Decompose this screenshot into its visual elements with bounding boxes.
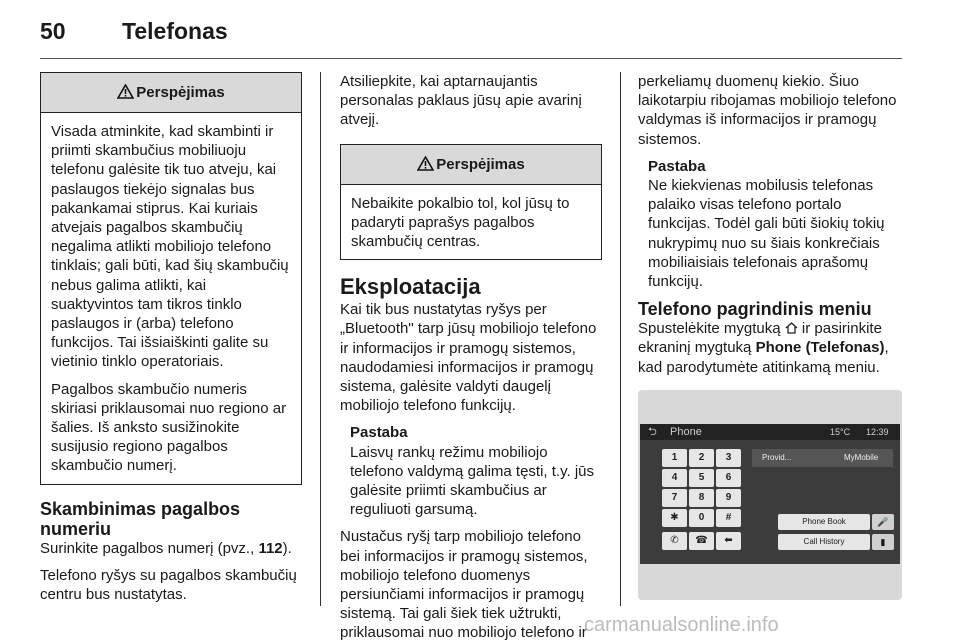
key-1: 1 [662,449,687,467]
note-block [638,157,902,291]
paragraph: Atsiliepkite, kai aptarnaujantis personalas paklaus jūsų apie avarinį atvejį. [340,73,582,129]
infotainment-screen [640,424,900,564]
phone-screen-image [638,390,902,600]
note-block [340,423,602,519]
warning-title: Perspėjimas [436,155,525,173]
phone-button-label: Phone (Telefonas) [755,339,885,357]
paragraph [40,539,302,558]
note-text: Ne kiekvienas mobilusis telefonas palaiko visas telefono portalo funkcijas. Todėl gali būti šiokių tokių nukrypimų nuo su šiais konkrečiais mobiliaisiais telefonais aprašomų funkcijų. [648,177,885,291]
page-number: 50 [40,18,66,44]
provider-row [752,449,893,467]
warning-box [340,144,602,261]
text-span: ir pasirinkite ekraninį mygtuką [638,320,882,357]
emergency-number: 112 [258,539,283,557]
warning-title: Perspėjimas [136,84,225,101]
warning-triangle-icon [117,84,134,99]
warning-header [41,73,301,113]
header-divider [40,58,902,59]
paragraph: perkeliamų duomenų kiekio. Šiuo laikotarpiu ribojamas mobiliojo telefono valdymas iš informacijos ir pramogų sistemos. [638,73,897,148]
hangup-icon: ☎ [689,532,714,550]
text-span: , kad parodytumėte atitinkamą meniu. [638,339,889,376]
text-span: ). [282,539,292,557]
back-arrow-icon: ⮌ [648,425,657,438]
warning-paragraph: Visada atminkite, kad skambinti ir priimti skambučius mobiliuoju telefonu galėsite tik tuo atveju, kai paslaugos tiekėjo signalas bus pakankamai stiprus. Kai kuriais atvejais pagalbos skambučių negalima atlikti mobiliojo telefono tinklais; gali būti, kad šių skambučių nebus galima atlikti, kai suaktyvintos tam tikros tinklo paslaugos ir (arba) telefono funkcijos. Tai išsiaiškinti galite su vietinio tinklo operatoriais. [51,123,289,371]
column-2 [340,72,602,642]
key-hash: # [716,509,741,527]
warning-triangle-icon [417,156,434,171]
section-heading: Telefono pagrindinis meniu [638,299,872,320]
column-3 [638,72,902,600]
temperature: 15°C [830,426,851,437]
column-1 [40,72,302,612]
text-span: Spustelėkite mygtuką [638,320,781,338]
call-history-button: Call History [778,534,870,550]
clock: 12:39 [866,426,889,437]
warning-paragraph: Pagalbos skambučio numeris skiriasi priklausomai nuo regiono ar šalies. Iš anksto susižinokite susijusio regiono pagalbos skambučio numerį. [51,380,287,475]
note-title: Pastaba [648,157,706,175]
key-0: 0 [689,509,714,527]
column-divider [320,72,321,606]
column-divider [620,72,621,606]
note-title: Pastaba [350,424,408,442]
screen-top-bar [640,424,900,440]
mobile-name: MyMobile [844,452,879,462]
key-6: 6 [716,469,741,487]
watermark: carmanualsonline.info [584,614,779,636]
key-4: 4 [662,469,687,487]
screen-title: Phone [670,425,702,438]
warning-body [41,113,301,484]
call-icon: ✆ [662,532,687,550]
key-8: 8 [689,489,714,507]
provider-name: Provid... [762,452,792,462]
mute-icon: 🎤 [872,514,894,530]
section-heading: Eksploatacija [340,274,481,300]
key-star: ✱ [662,509,687,527]
key-2: 2 [689,449,714,467]
warning-body [341,185,601,260]
phone-book-button: Phone Book [778,514,870,530]
handset-icon: ▮ [872,534,894,550]
paragraph: Kai tik bus nustatytas ryšys per „Bluetooth" tarp jūsų mobiliojo telefono ir informacijos ir pramogų sistemos, naudodamiesi informacijos ir pramogų sistema, galėsite valdyti daugelį mobiliojo telefono funkcijų. [340,301,597,415]
key-5: 5 [689,469,714,487]
key-7: 7 [662,489,687,507]
warning-header [341,145,601,185]
home-icon [785,322,798,334]
paragraph: Telefono ryšys su pagalbos skambučių centru bus nustatytas. [40,566,297,604]
key-9: 9 [716,489,741,507]
section-heading: Skambinimas pagalbos numeriu [40,498,241,539]
page-title: Telefonas [122,18,228,44]
text-span: Surinkite pagalbos numerį (pvz., [40,539,255,557]
note-text: Laisvų rankų režimu mobiliojo telefono valdymą galima tęsti, t.y. jūs galėsite priimti skambučius ar reguliuoti garsumą. [350,443,594,519]
warning-paragraph: Nebaikite pokalbio tol, kol jūsų to padaryti paprašys pagalbos skambučių centras. [351,194,570,251]
key-3: 3 [716,449,741,467]
paragraph: Nustačus ryšį tarp mobiliojo telefono bei informacijos ir pramogų sistemos, mobiliojo telefono duomenys persiunčiami informacijos ir pramogų sistemą. Tai gali šiek tiek užtrukti, priklausomai nuo mobiliojo telefono ir [340,528,588,642]
paragraph [638,319,902,377]
backspace-icon: ⬅ [716,532,741,550]
warning-box [40,72,302,485]
